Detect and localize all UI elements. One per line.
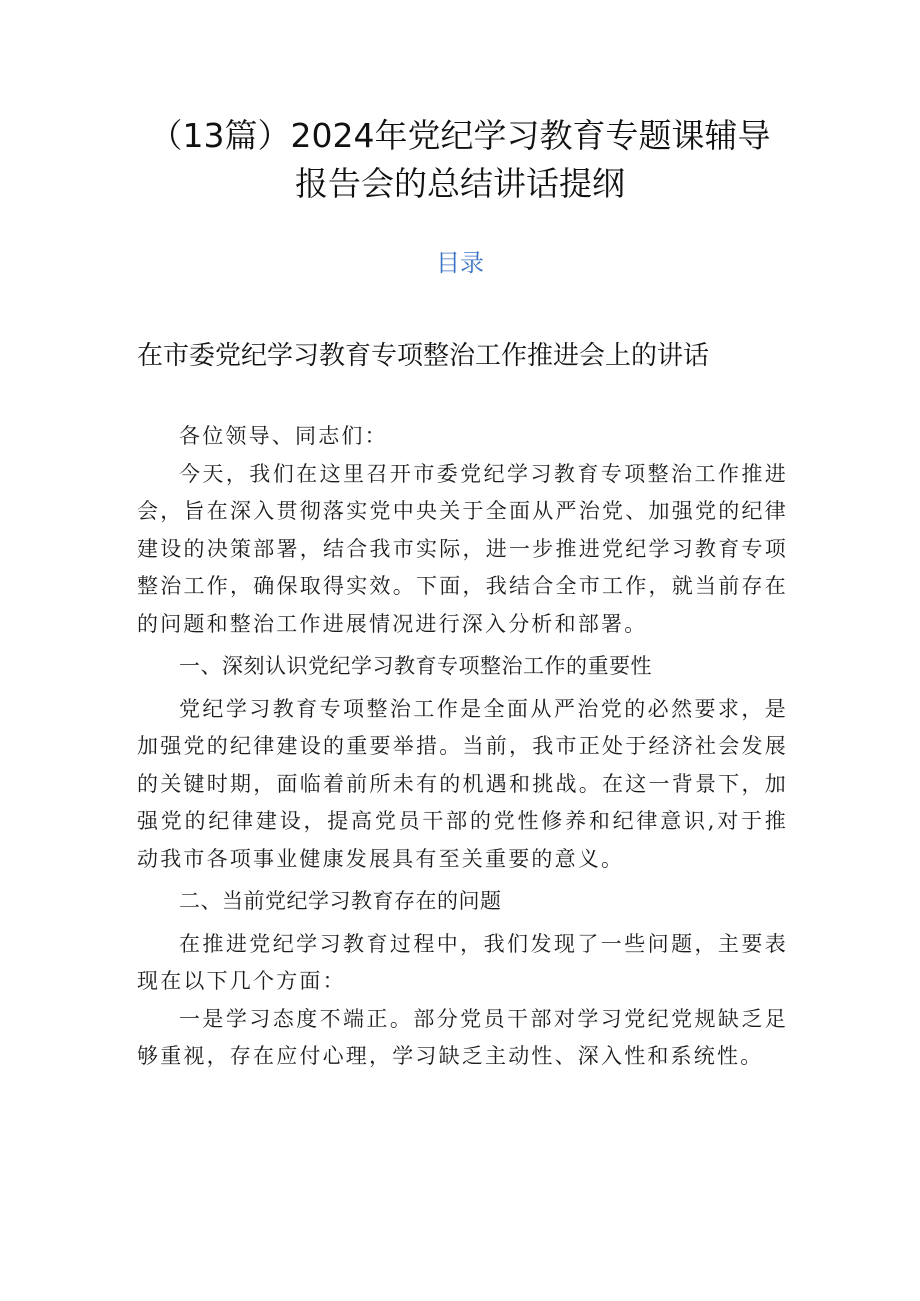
problem-one-paragraph: 一是学习态度不端正。部分党员干部对学习党纪党规缺乏足够重视，存在应付心理，学习缺乏主动性、深入性和系统性。 — [137, 1006, 788, 1068]
importance-paragraph: 党纪学习教育专项整治工作是全面从严治党的必然要求，是加强党的纪律建设的重要举措。当前，我市正处于经济社会发展的关键时期，面临着前所未有的机遇和挑战。在这一背景下，加强党的纪律建设，提高党员干部的党性修养和纪律意识,对于推动我市各项事业健康发展具有至关重要的意义。 — [137, 696, 788, 871]
problems-intro-paragraph: 在推进党纪学习教育过程中，我们发现了一些问题，主要表现在以下几个方面： — [137, 931, 788, 993]
document-title-line-1: （13篇）2024年党纪学习教育专题课辅导 — [149, 116, 771, 155]
document-title-line-2: 报告会的总结讲话提纲 — [295, 164, 625, 203]
subheading-importance: 一、深刻认识党纪学习教育专项整治工作的重要性 — [179, 654, 652, 678]
document-title — [0, 112, 920, 208]
document-body — [137, 418, 788, 1076]
salutation-paragraph: 各位领导、同志们： — [179, 424, 388, 448]
table-of-contents-link[interactable]: 目录 — [436, 249, 484, 277]
section-title: 在市委党纪学习教育专项整治工作推进会上的讲话 — [137, 341, 710, 371]
intro-paragraph: 今天，我们在这里召开市委党纪学习教育专项整治工作推进会，旨在深入贯彻落实党中央关于全面从严治党、加强党的纪律建设的决策部署，结合我市实际，进一步推进党纪学习教育专项整治工作，确保取得实效。下面，我结合全市工作，就当前存在的问题和整治工作进展情况进行深入分析和部署。 — [137, 461, 788, 636]
subheading-problems: 二、当前党纪学习教育存在的问题 — [179, 889, 502, 913]
